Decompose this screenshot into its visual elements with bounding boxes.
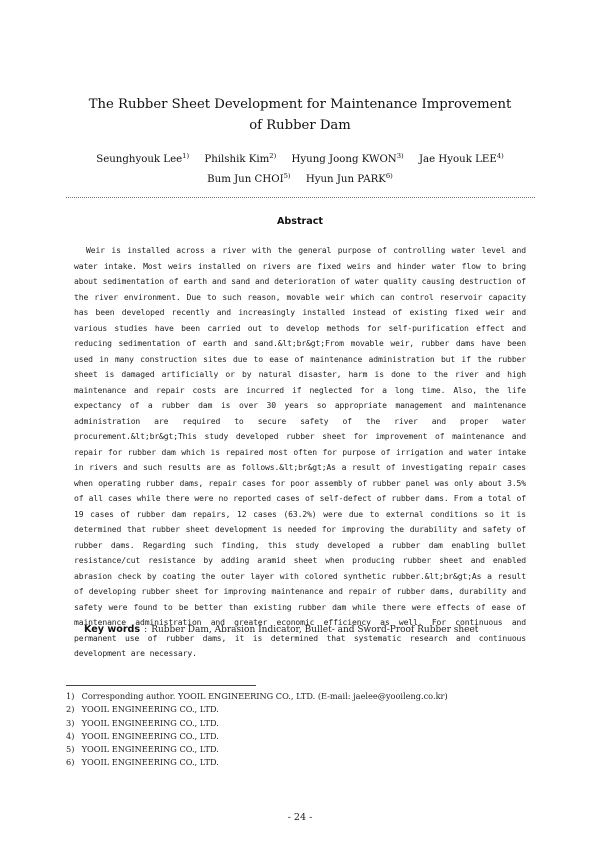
- author: Seunghyouk Lee$^{1)}$: [96, 152, 190, 165]
- paper-title: [60, 94, 540, 136]
- keywords-label: Key words: [84, 624, 141, 635]
- keywords-separator: :: [144, 625, 148, 635]
- footnote: 3) YOOIL ENGINEERING CO., LTD.: [66, 717, 219, 728]
- title-line-2: of Rubber Dam: [249, 118, 351, 133]
- footnote: 1) Corresponding author. YOOIL ENGINEERING CO., LTD. (E-mail: jaelee@yooileng.co.kr): [66, 691, 448, 701]
- footnote: 6) YOOIL ENGINEERING CO., LTD.: [66, 757, 219, 768]
- footnote: 5) YOOIL ENGINEERING CO., LTD.: [66, 744, 219, 755]
- keywords-line: [84, 624, 478, 635]
- author-line-2: [40, 168, 560, 188]
- author: Hyun Jun PARK$^{6)}$: [305, 172, 393, 185]
- footnote: 4) YOOIL ENGINEERING CO., LTD.: [66, 730, 219, 741]
- header-divider: [66, 197, 535, 198]
- author-list: [40, 148, 560, 188]
- author-line-1: [40, 148, 560, 168]
- abstract-body: Weir is installed across a river with the general purpose of controlling water level and water intake. Most weirs installed on rivers are fixed weirs and hinder water flow to bring about sedimentation of earth and sand and deterioration of water quality causing destruction of the river environment. Due to such reason, movable weir which can control reservoir capacity has been developed recently and increasingly installed instead of existing fixed weir and various studies have been carried out to develop methods for self-purification effect and reducing sedimentation of earth and sand.&lt;br&gt;From movable weir, rubber dams have been used in many construction sites due to ease of maintenance administration but if the rubber sheet is damaged artificially or by natural disaster, harm is done to the river and high maintenance and repair costs are incurred if neglected for a long time. Also, the life expectancy of a rubber dam is over 30 years so appropriate management and maintenance administration are required to secure safety of the river and proper water procurement.&lt;br&gt;This study developed rubber sheet for improvement of maintenance and repair for rubber dam which is repaired most often for purpose of irrigation and water intake in rivers and such results are as follows.&lt;br&gt;As a result of investigating repair cases when operating rubber dams, repair cases for poor assembly of rubber panel was only about 3.5% of all cases while there were no reported cases of self-defect of rubber dams. From a total of 19 cases of rubber dam repairs, 12 cases (63.2%) were due to external conditions so it is determined that rubber sheet development is needed for improving the durability and safety of rubber dams. Regarding such finding, this study developed a rubber dam enabling bullet resistance/cut resistance by adding aramid sheet when producing rubber sheet and enabled abrasion check by coating the outer layer with colored synthetic rubber.&lt;br&gt;As a result of developing rubber sheet for improving maintenance and repair of rubber dams, durability and safety were found to be better than existing rubber dam while there were effects of ease of maintenance administration and greater economic efficiency as well. For continuous and permanent use of rubber dams, it is determined that systematic research and continuous development are necessary.: [74, 246, 526, 658]
- author: Bum Jun CHOI$^{5)}$: [207, 172, 291, 185]
- title-line-1: The Rubber Sheet Development for Maintenance Improvement: [88, 97, 512, 112]
- footnotes: [66, 690, 546, 770]
- footnote-rule: [66, 685, 256, 686]
- keywords-text: Rubber Dam, Abrasion Indicator, Bullet- and Sword-Proof Rubber sheet: [151, 625, 479, 635]
- author: Hyung Joong KWON$^{3)}$: [291, 152, 404, 165]
- footnote: 2) YOOIL ENGINEERING CO., LTD.: [66, 704, 219, 715]
- author: Jae Hyouk LEE$^{4)}$: [418, 152, 504, 165]
- author: Philshik Kim$^{2)}$: [204, 152, 277, 165]
- abstract-heading: Abstract: [276, 216, 324, 227]
- page-number: - 24 -: [287, 812, 313, 823]
